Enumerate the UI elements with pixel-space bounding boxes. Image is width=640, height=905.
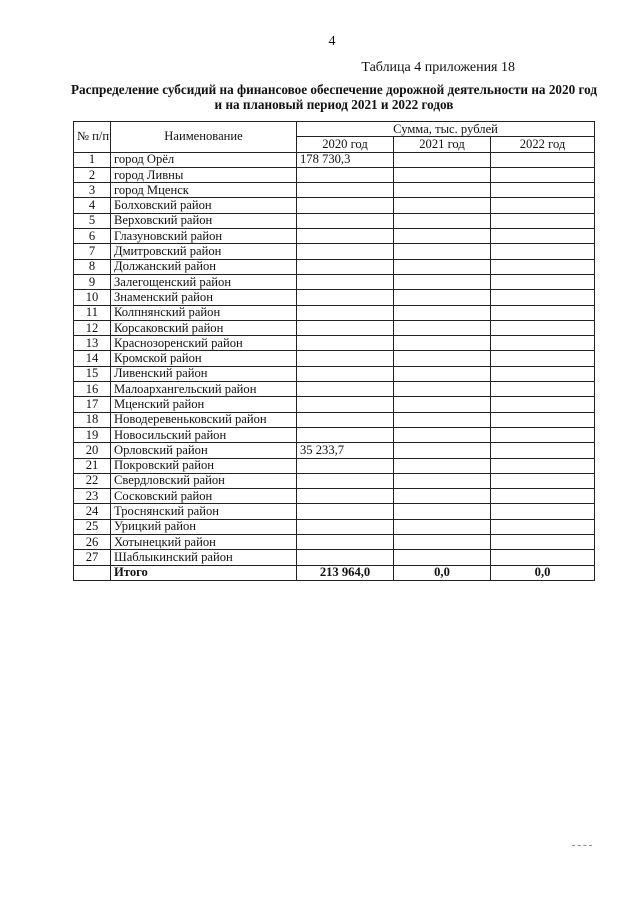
row-number: 25 bbox=[74, 519, 111, 534]
row-number: 12 bbox=[74, 320, 111, 335]
table-row bbox=[74, 259, 595, 274]
row-number: 19 bbox=[74, 427, 111, 442]
table-row bbox=[74, 213, 595, 228]
row-2021 bbox=[394, 427, 491, 442]
row-number: 2 bbox=[74, 167, 111, 182]
row-2021 bbox=[394, 274, 491, 289]
row-2022 bbox=[491, 351, 595, 366]
row-name: Корсаковский район bbox=[111, 320, 297, 335]
row-2022 bbox=[491, 290, 595, 305]
row-name: Дмитровский район bbox=[111, 244, 297, 259]
row-2021 bbox=[394, 152, 491, 167]
table-row bbox=[74, 290, 595, 305]
row-2020 bbox=[297, 550, 394, 565]
row-name: город Мценск bbox=[111, 183, 297, 198]
row-number: 26 bbox=[74, 535, 111, 550]
table-row bbox=[74, 229, 595, 244]
table-row bbox=[74, 427, 595, 442]
table-row bbox=[74, 167, 595, 182]
row-number: 21 bbox=[74, 458, 111, 473]
row-2020 bbox=[297, 198, 394, 213]
row-2022 bbox=[491, 443, 595, 458]
row-name: Краснозоренский район bbox=[111, 336, 297, 351]
row-2022 bbox=[491, 244, 595, 259]
subsidy-table bbox=[73, 121, 595, 581]
table-row bbox=[74, 183, 595, 198]
row-2022 bbox=[491, 535, 595, 550]
row-2022 bbox=[491, 305, 595, 320]
row-name: Троснянский район bbox=[111, 504, 297, 519]
row-2022 bbox=[491, 504, 595, 519]
row-name: Орловский район bbox=[111, 443, 297, 458]
row-2020 bbox=[297, 183, 394, 198]
title-line-1: Распределение субсидий на финансовое обеспечение дорожной деятельности на 2020 год bbox=[70, 82, 598, 97]
row-2021 bbox=[394, 183, 491, 198]
row-number: 13 bbox=[74, 336, 111, 351]
row-name: Хотынецкий район bbox=[111, 535, 297, 550]
row-2020 bbox=[297, 504, 394, 519]
row-2021 bbox=[394, 519, 491, 534]
row-number: 7 bbox=[74, 244, 111, 259]
row-number: 4 bbox=[74, 198, 111, 213]
row-2022 bbox=[491, 213, 595, 228]
header-year-2020: 2020 год bbox=[297, 137, 394, 152]
row-2021 bbox=[394, 351, 491, 366]
row-2022 bbox=[491, 320, 595, 335]
footer-mark bbox=[572, 845, 592, 847]
row-name: Глазуновский район bbox=[111, 229, 297, 244]
row-name: Должанский район bbox=[111, 259, 297, 274]
row-2020 bbox=[297, 229, 394, 244]
row-2022 bbox=[491, 198, 595, 213]
row-number: 20 bbox=[74, 443, 111, 458]
row-number: 18 bbox=[74, 412, 111, 427]
table-row bbox=[74, 366, 595, 381]
row-2020: 35 233,7 bbox=[297, 443, 394, 458]
row-number: 8 bbox=[74, 259, 111, 274]
row-2021 bbox=[394, 320, 491, 335]
table-row bbox=[74, 519, 595, 534]
row-number: 5 bbox=[74, 213, 111, 228]
total-label: Итого bbox=[111, 565, 297, 580]
table-row bbox=[74, 504, 595, 519]
row-2020 bbox=[297, 320, 394, 335]
row-number: 17 bbox=[74, 397, 111, 412]
row-name: Покровский район bbox=[111, 458, 297, 473]
table-row bbox=[74, 244, 595, 259]
row-2021 bbox=[394, 397, 491, 412]
table-row bbox=[74, 336, 595, 351]
table-row bbox=[74, 550, 595, 565]
row-2020 bbox=[297, 458, 394, 473]
row-2021 bbox=[394, 167, 491, 182]
row-2022 bbox=[491, 427, 595, 442]
row-2022 bbox=[491, 274, 595, 289]
header-name: Наименование bbox=[111, 122, 297, 153]
table-row bbox=[74, 305, 595, 320]
row-2020 bbox=[297, 427, 394, 442]
table-row bbox=[74, 274, 595, 289]
total-number-cell bbox=[74, 565, 111, 580]
row-number: 15 bbox=[74, 366, 111, 381]
row-2022 bbox=[491, 489, 595, 504]
row-2021 bbox=[394, 535, 491, 550]
row-2022 bbox=[491, 519, 595, 534]
row-2021 bbox=[394, 198, 491, 213]
table-row bbox=[74, 351, 595, 366]
row-name: Новодеревеньковский район bbox=[111, 412, 297, 427]
row-2021 bbox=[394, 366, 491, 381]
row-name: город Ливны bbox=[111, 167, 297, 182]
row-name: Свердловский район bbox=[111, 473, 297, 488]
row-name: Залегощенский район bbox=[111, 274, 297, 289]
table-body bbox=[74, 152, 595, 565]
row-name: Кромской район bbox=[111, 351, 297, 366]
header-sum: Сумма, тыс. рублей bbox=[297, 122, 595, 137]
row-number: 9 bbox=[74, 274, 111, 289]
table-row bbox=[74, 152, 595, 167]
row-number: 27 bbox=[74, 550, 111, 565]
table-row bbox=[74, 397, 595, 412]
row-2021 bbox=[394, 473, 491, 488]
row-2021 bbox=[394, 504, 491, 519]
row-2020 bbox=[297, 519, 394, 534]
document-title bbox=[64, 82, 604, 112]
row-2021 bbox=[394, 336, 491, 351]
row-name: Знаменский район bbox=[111, 290, 297, 305]
table-row bbox=[74, 535, 595, 550]
row-name: Урицкий район bbox=[111, 519, 297, 534]
page-number: 4 bbox=[328, 34, 336, 49]
row-2020 bbox=[297, 535, 394, 550]
table-row bbox=[74, 412, 595, 427]
row-2022 bbox=[491, 336, 595, 351]
row-2022 bbox=[491, 259, 595, 274]
row-number: 24 bbox=[74, 504, 111, 519]
row-name: Новосильский район bbox=[111, 427, 297, 442]
row-name: Сосковский район bbox=[111, 489, 297, 504]
row-2021 bbox=[394, 213, 491, 228]
row-number: 6 bbox=[74, 229, 111, 244]
header-number: № п/п bbox=[74, 122, 111, 153]
row-2020: 178 730,3 bbox=[297, 152, 394, 167]
table-row bbox=[74, 198, 595, 213]
row-2022 bbox=[491, 167, 595, 182]
row-2020 bbox=[297, 473, 394, 488]
row-2022 bbox=[491, 382, 595, 397]
row-2020 bbox=[297, 259, 394, 274]
row-2021 bbox=[394, 443, 491, 458]
row-2021 bbox=[394, 259, 491, 274]
row-2022 bbox=[491, 458, 595, 473]
row-number: 10 bbox=[74, 290, 111, 305]
row-2021 bbox=[394, 305, 491, 320]
row-number: 23 bbox=[74, 489, 111, 504]
row-name: Шаблыкинский район bbox=[111, 550, 297, 565]
total-2021: 0,0 bbox=[394, 565, 491, 580]
row-2022 bbox=[491, 366, 595, 381]
total-2022: 0,0 bbox=[491, 565, 595, 580]
row-2020 bbox=[297, 305, 394, 320]
header-year-2022: 2022 год bbox=[491, 137, 595, 152]
row-2022 bbox=[491, 397, 595, 412]
row-2020 bbox=[297, 290, 394, 305]
table-row bbox=[74, 382, 595, 397]
row-number: 16 bbox=[74, 382, 111, 397]
row-2020 bbox=[297, 244, 394, 259]
row-2021 bbox=[394, 550, 491, 565]
table-row bbox=[74, 458, 595, 473]
row-name: Малоархангельский район bbox=[111, 382, 297, 397]
row-2022 bbox=[491, 152, 595, 167]
row-name: Колпнянский район bbox=[111, 305, 297, 320]
row-name: Болховский район bbox=[111, 198, 297, 213]
table-reference: Таблица 4 приложения 18 bbox=[361, 60, 515, 75]
row-2022 bbox=[491, 412, 595, 427]
row-2020 bbox=[297, 366, 394, 381]
table-row bbox=[74, 443, 595, 458]
row-2020 bbox=[297, 213, 394, 228]
row-2021 bbox=[394, 290, 491, 305]
row-number: 1 bbox=[74, 152, 111, 167]
row-2021 bbox=[394, 229, 491, 244]
row-number: 14 bbox=[74, 351, 111, 366]
row-number: 22 bbox=[74, 473, 111, 488]
row-2020 bbox=[297, 382, 394, 397]
row-name: Верховский район bbox=[111, 213, 297, 228]
row-2020 bbox=[297, 167, 394, 182]
title-line-2: и на плановый период 2021 и 2022 годов bbox=[214, 97, 454, 112]
row-2020 bbox=[297, 336, 394, 351]
row-2021 bbox=[394, 382, 491, 397]
row-2022 bbox=[491, 473, 595, 488]
row-2020 bbox=[297, 351, 394, 366]
total-row bbox=[74, 565, 595, 580]
header-year-2021: 2021 год bbox=[394, 137, 491, 152]
row-2021 bbox=[394, 412, 491, 427]
row-2020 bbox=[297, 489, 394, 504]
row-number: 11 bbox=[74, 305, 111, 320]
row-2020 bbox=[297, 274, 394, 289]
row-name: Ливенский район bbox=[111, 366, 297, 381]
row-number: 3 bbox=[74, 183, 111, 198]
row-2020 bbox=[297, 412, 394, 427]
row-2021 bbox=[394, 458, 491, 473]
row-2022 bbox=[491, 550, 595, 565]
row-name: город Орёл bbox=[111, 152, 297, 167]
row-2021 bbox=[394, 489, 491, 504]
total-2020: 213 964,0 bbox=[297, 565, 394, 580]
row-2020 bbox=[297, 397, 394, 412]
row-2022 bbox=[491, 183, 595, 198]
table-row bbox=[74, 320, 595, 335]
table-row bbox=[74, 473, 595, 488]
row-2021 bbox=[394, 244, 491, 259]
row-2022 bbox=[491, 229, 595, 244]
row-name: Мценский район bbox=[111, 397, 297, 412]
table-row bbox=[74, 489, 595, 504]
